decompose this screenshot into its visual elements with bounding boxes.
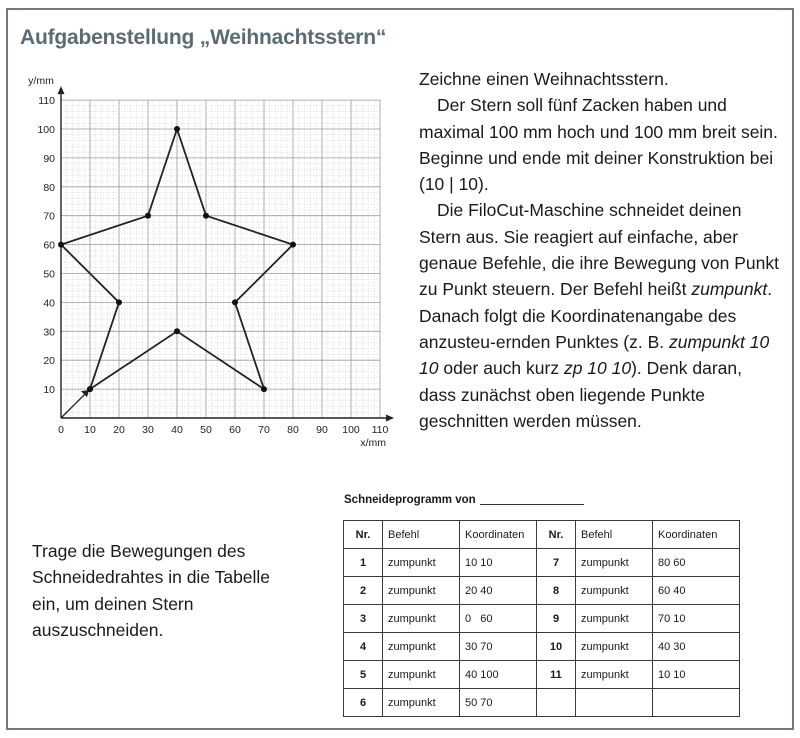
row-coordinates[interactable]: 10 10 [460, 549, 537, 577]
star-vertex-point [174, 126, 180, 132]
table-row [344, 633, 740, 661]
row-coordinates[interactable]: 0 60 [460, 605, 537, 633]
row-command[interactable]: zumpunkt [383, 605, 460, 633]
y-tick-label: 50 [43, 268, 55, 281]
row-number: 11 [537, 661, 576, 689]
name-blank-line [480, 504, 584, 505]
x-tick-label: 100 [342, 424, 360, 436]
command-name: zumpunkt [691, 279, 768, 300]
row-command[interactable]: zumpunkt [383, 689, 460, 717]
y-tick-label: 100 [37, 124, 55, 136]
instruction-text-a: Die FiloCut-Maschine schneidet deinen Stern aus. Sie reagiert auf einfache, aber genaue Befehle, die ihre Bewegung von Punkt zu Punkt steuern. Der Befehl heißt [419, 200, 779, 300]
table-row [344, 605, 740, 633]
row-coordinates[interactable]: 80 60 [653, 549, 740, 577]
row-command[interactable]: zumpunkt [576, 633, 653, 661]
program-title [344, 494, 584, 506]
row-command[interactable]: zumpunkt [576, 549, 653, 577]
row-coordinates[interactable]: 60 40 [653, 577, 740, 605]
instruction-text-b: . Danach folgt die Koordinatenangabe des anzusteu-ernden Punktes (z. B. [419, 279, 773, 352]
row-coordinates[interactable]: 40 30 [653, 633, 740, 661]
x-tick-label: 90 [316, 424, 328, 436]
header-koordinaten-1: Koordinaten [460, 521, 537, 549]
table-row [344, 689, 740, 717]
y-tick-label: 60 [43, 239, 55, 252]
instructions-text [419, 66, 779, 434]
row-command[interactable]: zumpunkt [576, 577, 653, 605]
x-tick-label: 40 [171, 424, 183, 436]
x-axis-label: x/mm [360, 437, 386, 449]
header-befehl-1: Befehl [383, 521, 460, 549]
x-tick-label: 30 [142, 424, 154, 436]
star-vertex-point [203, 213, 209, 219]
y-tick-label: 10 [43, 384, 55, 397]
row-number: 6 [344, 689, 383, 717]
table-row [344, 549, 740, 577]
instruction-text-d: ). Denk daran, dass zunächst oben liegende Punkte geschnitten werden müssen. [419, 358, 742, 431]
x-axis-arrow-icon [386, 415, 394, 422]
worksheet-title: Aufgabenstellung „Weihnachtsstern“ [20, 26, 387, 49]
instruction-line-1: Zeichne einen Weihnachtsstern. [419, 69, 669, 89]
y-tick-label: 90 [43, 152, 55, 165]
program-title-label: Schneideprogramm von [344, 494, 476, 506]
x-tick-label: 70 [258, 424, 270, 436]
star-vertex-point [261, 386, 267, 392]
table-header-row [344, 521, 740, 549]
row-coordinates[interactable]: 10 10 [653, 661, 740, 689]
instruction-paragraph-2: Der Stern soll fünf Zacken haben und maximal 100 mm hoch und 100 mm breit sein. Beginne und ende mit deiner Konstruktion bei (10 | 10). [419, 95, 778, 195]
row-command[interactable]: zumpunkt [383, 549, 460, 577]
star-vertex-point [174, 328, 180, 334]
y-tick-label: 70 [43, 210, 55, 223]
table-row [344, 661, 740, 689]
row-coordinates[interactable]: 50 70 [460, 689, 537, 717]
cutting-program-table [343, 520, 740, 717]
table-row [344, 577, 740, 605]
command-example-long: zumpunkt 10 10 [419, 331, 770, 379]
start-path-line [61, 392, 87, 418]
x-tick-label: 110 [371, 424, 389, 436]
y-tick-label: 30 [43, 326, 55, 339]
y-tick-label: 20 [43, 355, 55, 368]
row-number: 1 [344, 549, 383, 577]
row-number: 2 [344, 577, 383, 605]
header-koordinaten-2: Koordinaten [653, 521, 740, 549]
row-command[interactable]: zumpunkt [576, 661, 653, 689]
row-coordinates[interactable]: 40 100 [460, 661, 537, 689]
y-axis-arrow-icon [58, 86, 65, 94]
table-instruction: Trage die Bewegungen des Schneidedrahtes in die Tabelle ein, um deinen Stern auszuschneiden. [32, 541, 271, 640]
y-tick-label: 110 [38, 95, 55, 108]
y-tick-label: 40 [43, 297, 55, 310]
row-number: 3 [344, 605, 383, 633]
star-vertex-point [58, 242, 64, 248]
star-vertex-point [145, 213, 151, 219]
row-coordinates[interactable]: 70 10 [653, 605, 740, 633]
star-vertex-point [87, 386, 93, 392]
y-tick-label: 80 [43, 181, 55, 194]
row-number: 7 [537, 549, 576, 577]
row-number: 9 [537, 605, 576, 633]
row-coordinates[interactable] [653, 689, 740, 717]
row-command[interactable]: zumpunkt [576, 605, 653, 633]
x-tick-label: 20 [113, 424, 125, 436]
row-coordinates[interactable]: 30 70 [460, 633, 537, 661]
row-command[interactable]: zumpunkt [383, 661, 460, 689]
x-tick-label: 60 [229, 424, 241, 436]
command-example-short: zp 10 10 [563, 358, 632, 379]
star-vertex-point [232, 299, 238, 305]
x-tick-label: 80 [287, 424, 299, 436]
header-befehl-2: Befehl [576, 521, 653, 549]
instruction-text-c: oder auch kurz [438, 358, 564, 379]
row-command[interactable]: zumpunkt [383, 577, 460, 605]
header-nr-2: Nr. [537, 521, 576, 549]
row-command[interactable] [576, 689, 653, 717]
star-vertex-point [290, 242, 296, 248]
row-number: 8 [537, 577, 576, 605]
row-coordinates[interactable]: 20 40 [460, 577, 537, 605]
header-nr-1: Nr. [344, 521, 383, 549]
row-number: 10 [537, 633, 576, 661]
star-vertex-point [116, 299, 122, 305]
y-axis-label: y/mm [28, 75, 54, 88]
x-tick-label: 10 [84, 424, 96, 436]
row-command[interactable]: zumpunkt [383, 633, 460, 661]
row-number: 5 [344, 661, 383, 689]
row-number [537, 689, 576, 717]
x-tick-label: 50 [200, 424, 212, 436]
instruction-paragraph-3 [419, 197, 779, 434]
x-tick-label: 0 [58, 424, 64, 436]
row-number: 4 [344, 633, 383, 661]
